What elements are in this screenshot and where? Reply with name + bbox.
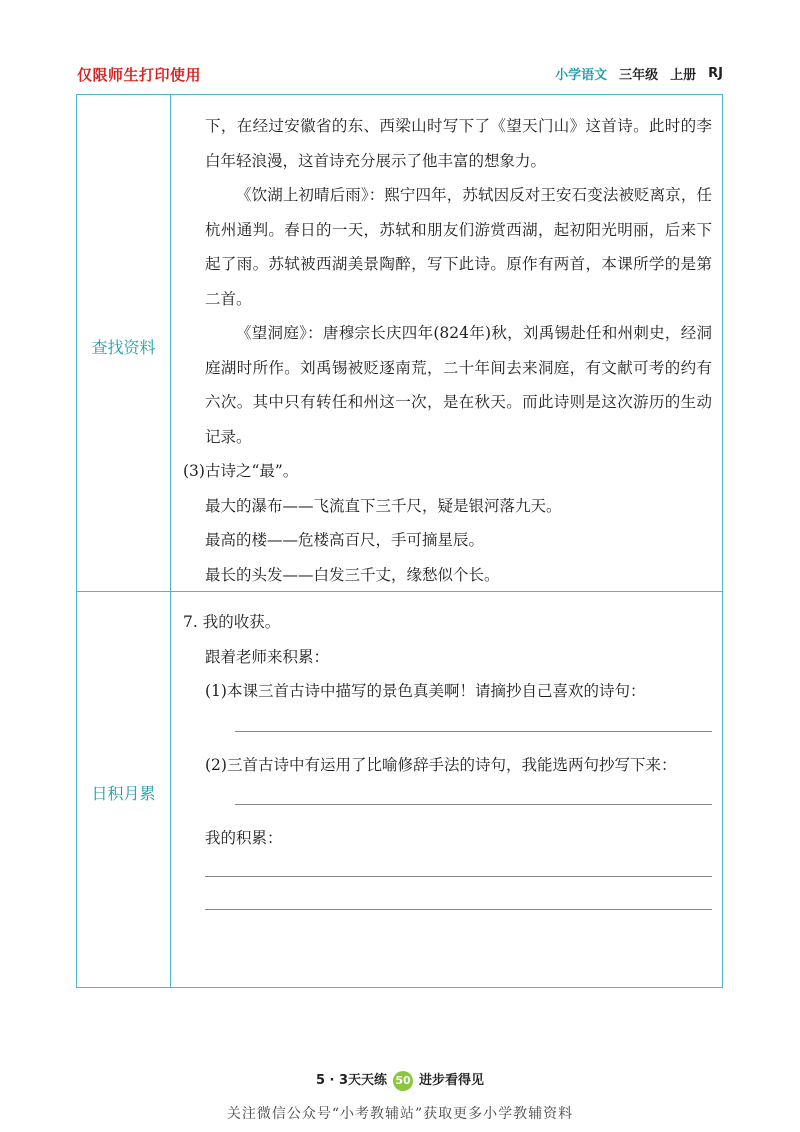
exercise-title: 7. 我的收获。	[183, 613, 281, 631]
answer-line-4[interactable]	[205, 909, 712, 910]
answer-line-1[interactable]	[235, 731, 712, 732]
section-label-research: 查找资料	[91, 338, 156, 357]
paragraph-yinhu: 《饮湖上初晴后雨》：熙宁四年，苏轼因反对王安石变法被贬离京，任杭州通判。春日的一天，苏轼和朋友们游赏西湖，起初阳光明丽，后来下起了雨。苏轼被西湖美景陶醉，写下此诗。原作有两首，本课所学的是第二首。	[205, 186, 712, 308]
list-item: 最高的楼——危楼高百尺，手可摘星辰。	[205, 531, 485, 549]
edition-label: RJ	[708, 66, 723, 81]
accumulate-content	[183, 605, 712, 910]
subsection-title: (3)古诗之“最”。	[183, 462, 299, 480]
page-number: 50	[393, 1071, 413, 1091]
question-2: (2)三首古诗中有运用了比喻修辞手法的诗句，我能选两句抄写下来：	[205, 755, 677, 774]
slogan: 进步看得见	[419, 1073, 485, 1088]
column-divider	[170, 95, 171, 987]
book-info	[555, 64, 723, 83]
page-footer	[0, 1069, 800, 1091]
list-item: 最长的头发——白发三千丈，缘愁似个长。	[205, 565, 500, 584]
series-name: 5 · 3天天练	[315, 1073, 388, 1088]
print-notice: 仅限师生打印使用	[77, 66, 202, 84]
question-1: (1)本课三首古诗中描写的景色真美啊！请摘抄自己喜欢的诗句：	[205, 682, 646, 700]
grade-label: 三年级	[619, 68, 659, 83]
research-content	[183, 109, 712, 592]
worksheet-table	[76, 94, 723, 988]
list-item: 最大的瀑布——飞流直下三千尺，疑是银河落九天。	[205, 496, 562, 515]
subject-label: 小学语文	[555, 68, 608, 83]
paragraph-wangdongting: 《望洞庭》：唐穆宗长庆四年(824年)秋，刘禹锡赴任和州刺史，经洞庭湖时所作。刘禹锡被贬逐南荒，二十年间去来洞庭，有文献可考的约有六次。其中只有转任和州这一次，是在秋天。而此诗则是这次游历的生动记录。	[205, 324, 712, 446]
my-accumulation-label: 我的积累：	[205, 829, 283, 847]
watermark-text: 关注微信公众号“小考教辅站”获取更多小学教辅资料	[226, 1106, 574, 1122]
answer-line-3[interactable]	[205, 876, 712, 877]
section-label-accumulate: 日积月累	[91, 784, 156, 803]
paragraph-wangtianmenshan: 下，在经过安徽省的东、西梁山时写下了《望天门山》这首诗。此时的李白年轻浪漫，这首诗充分展示了他丰富的想象力。	[205, 117, 712, 170]
exercise-intro: 跟着老师来积累：	[205, 647, 330, 666]
term-label: 上册	[670, 68, 697, 83]
answer-line-2[interactable]	[235, 804, 712, 805]
